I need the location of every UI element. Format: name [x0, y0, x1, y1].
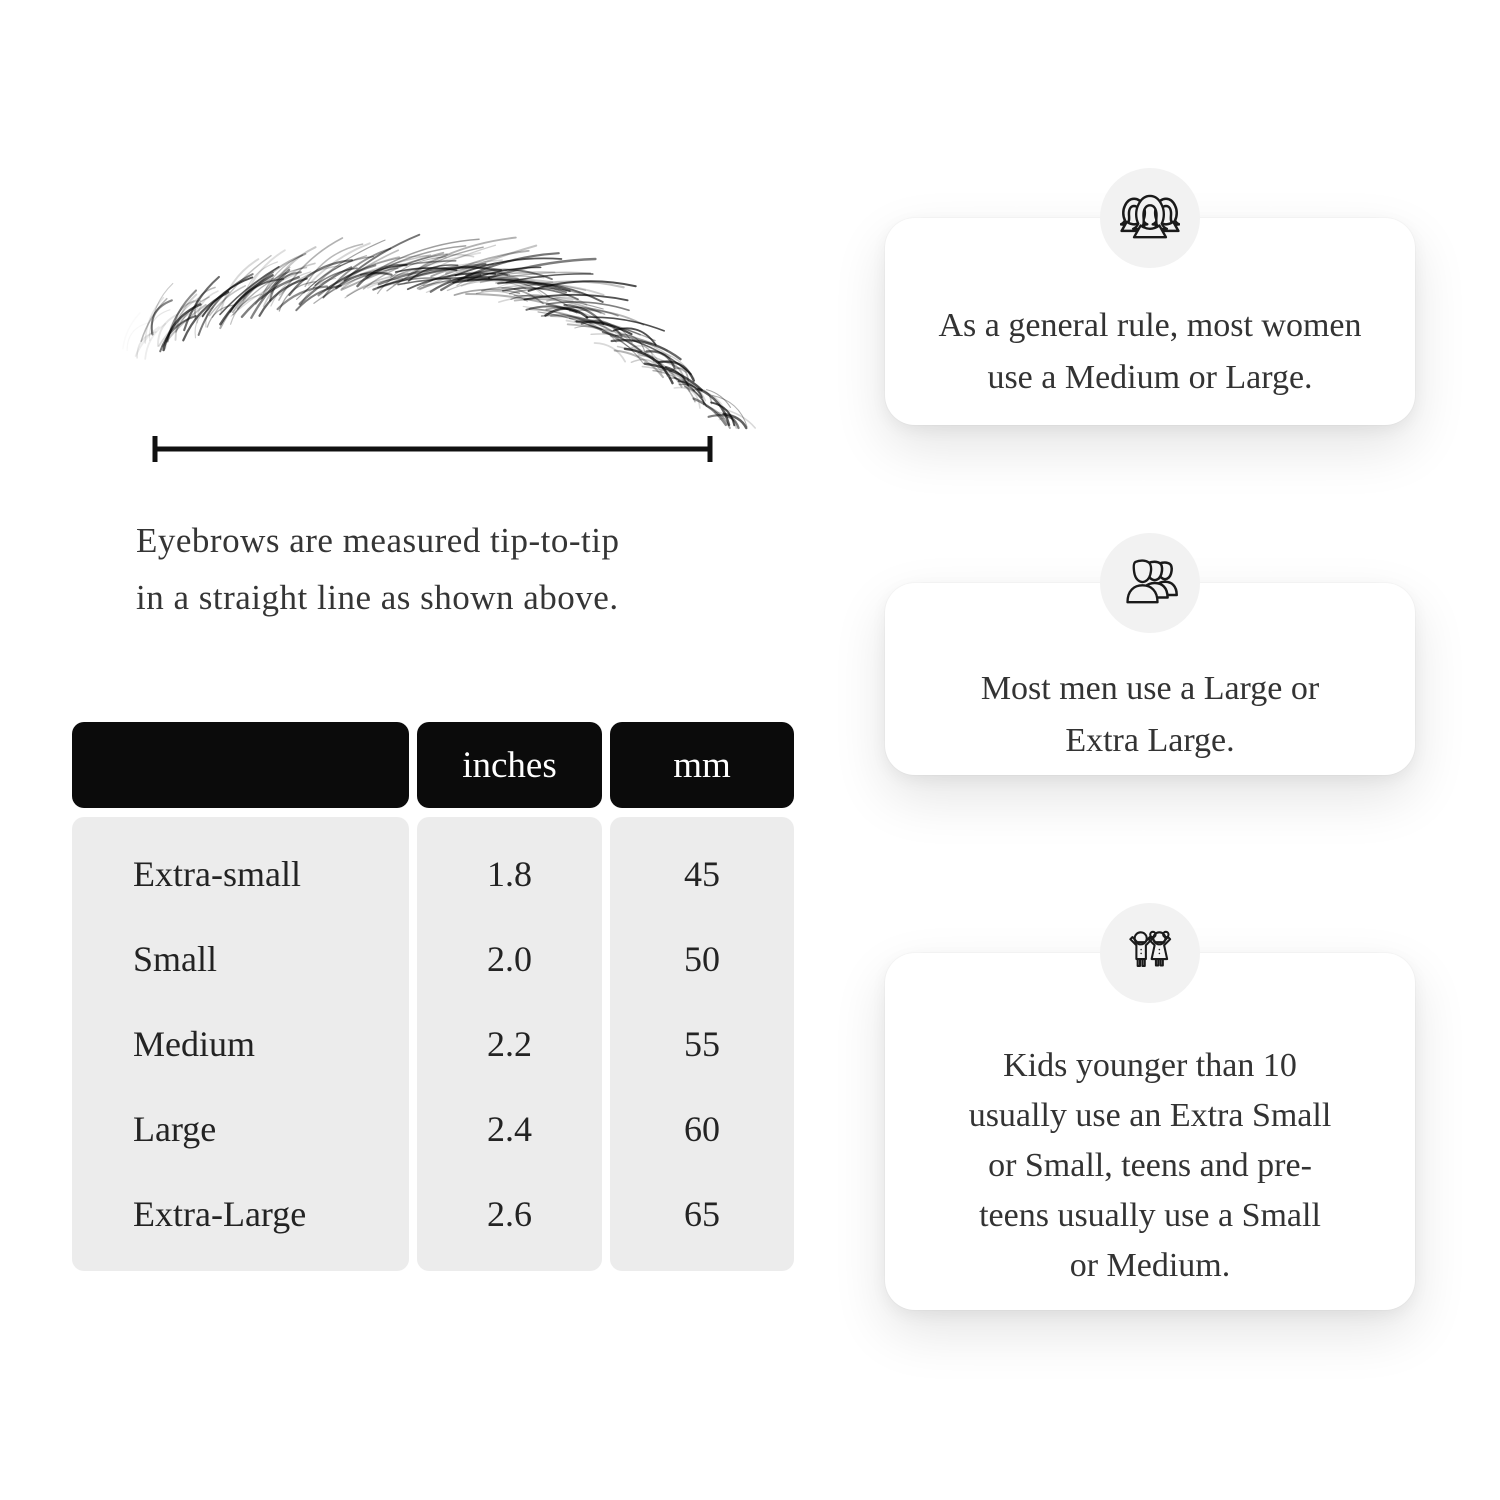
size-table-header-blank [72, 722, 409, 808]
table-row-mm: 45 [684, 853, 720, 894]
card-women-text: As a general rule, most women use a Medium or Large. [938, 307, 1362, 396]
table-row-mm: 60 [684, 1108, 720, 1149]
caption-line-1: Eyebrows are measured tip-to-tip [136, 521, 620, 560]
table-row-size: Small [133, 938, 218, 979]
table-row-inches: 1.8 [487, 853, 532, 894]
card-women [885, 218, 1415, 425]
size-table-inches-column [417, 817, 602, 1271]
caption-line-2: in a straight line as shown above. [136, 578, 619, 617]
size-table-header-mm: mm [610, 722, 794, 808]
table-row-size: Extra-Large [133, 1193, 307, 1234]
table-row-size: Extra-small [133, 853, 301, 894]
table-row-mm: 50 [684, 938, 720, 979]
women-group-icon [1100, 168, 1200, 268]
card-men [885, 583, 1415, 775]
table-row-size: Large [133, 1108, 217, 1149]
measurement-line [150, 434, 715, 464]
size-table-size-column [72, 817, 409, 1271]
size-table [72, 722, 794, 1271]
card-men-text: Most men use a Large or Extra Large. [980, 670, 1320, 759]
measurement-caption [136, 512, 619, 626]
size-table-header-inches: inches [417, 722, 602, 808]
card-kids [885, 953, 1415, 1310]
men-group-icon [1100, 533, 1200, 633]
table-row-inches: 2.4 [487, 1108, 532, 1149]
table-row-mm: 65 [684, 1193, 720, 1234]
table-row-inches: 2.6 [487, 1193, 532, 1234]
table-row-size: Medium [133, 1023, 255, 1064]
size-table-mm-column [610, 817, 794, 1271]
table-row-mm: 55 [684, 1023, 720, 1064]
kids-icon [1100, 903, 1200, 1003]
eyebrow-illustration [112, 236, 742, 436]
table-row-inches: 2.2 [487, 1023, 532, 1064]
card-kids-text: Kids younger than 10 usually use an Extra Small or Small, teens and pre-teens usually use a Small or Medium. [968, 1047, 1332, 1284]
table-row-inches: 2.0 [487, 938, 532, 979]
